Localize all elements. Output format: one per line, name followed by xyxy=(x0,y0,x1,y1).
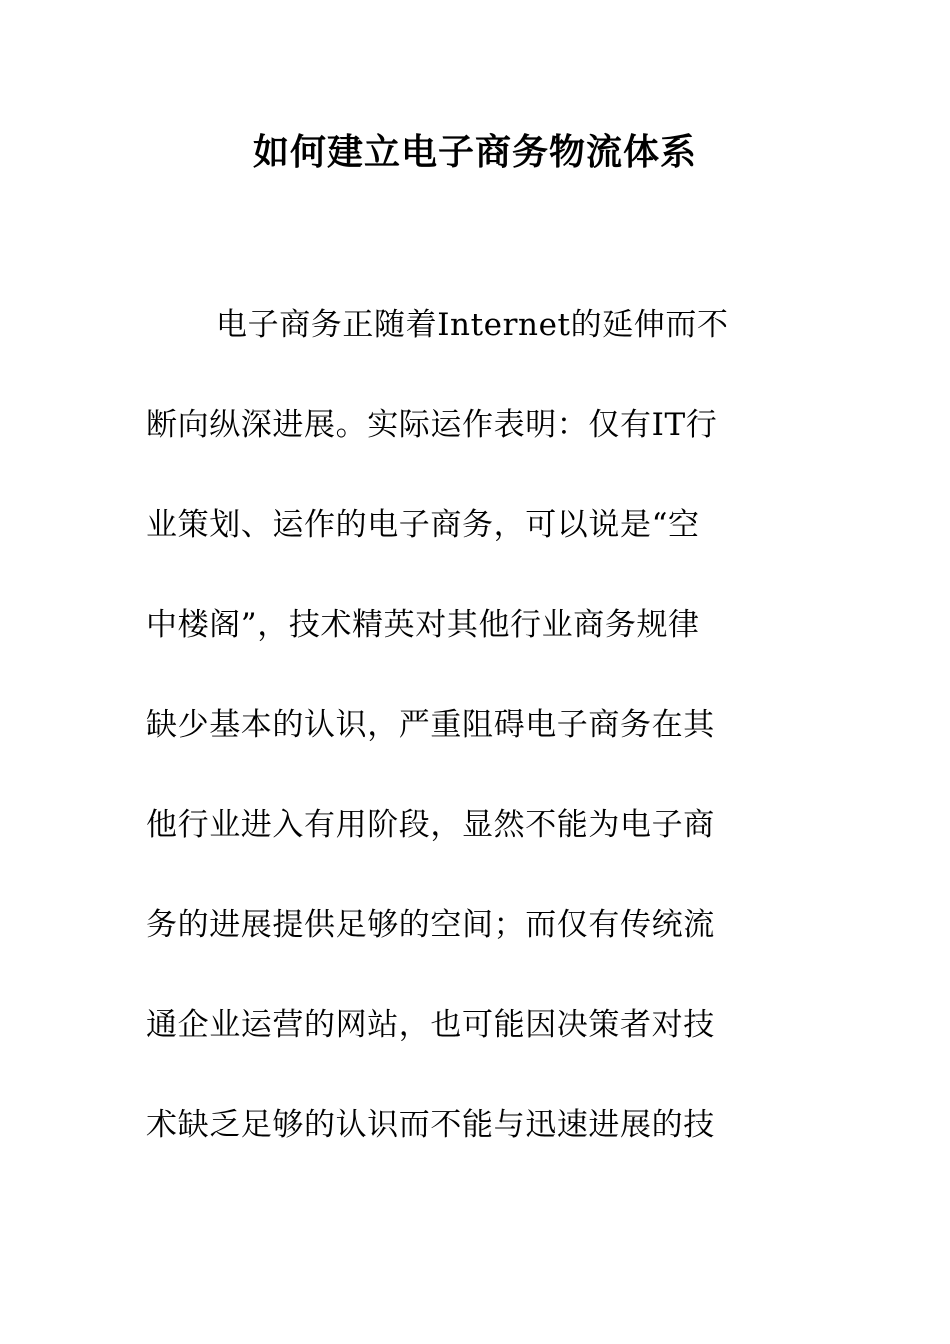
paragraph-line: 业策划、运作的电子商务，可以说是“空 xyxy=(146,507,700,543)
paragraph-line: 缺少基本的认识，严重阻碍电子商务在其 xyxy=(146,707,715,743)
paragraph-line: 务的进展提供足够的空间；而仅有传统流 xyxy=(146,907,715,943)
paragraph-line: 电子商务正随着Internet的延伸而不 xyxy=(216,307,729,343)
paragraph-line: 中楼阁”，技术精英对其他行业商务规律 xyxy=(146,607,700,643)
document-title: 如何建立电子商务物流体系 xyxy=(252,131,697,173)
paragraph-line: 通企业运营的网站，也可能因决策者对技 xyxy=(146,1007,715,1043)
paragraph-line: 术缺乏足够的认识而不能与迅速进展的技 xyxy=(146,1107,715,1143)
paragraph-line: 断向纵深进展。实际运作表明：仅有IT行 xyxy=(146,407,718,443)
paragraph-line: 他行业进入有用阶段，显然不能为电子商 xyxy=(146,807,715,843)
